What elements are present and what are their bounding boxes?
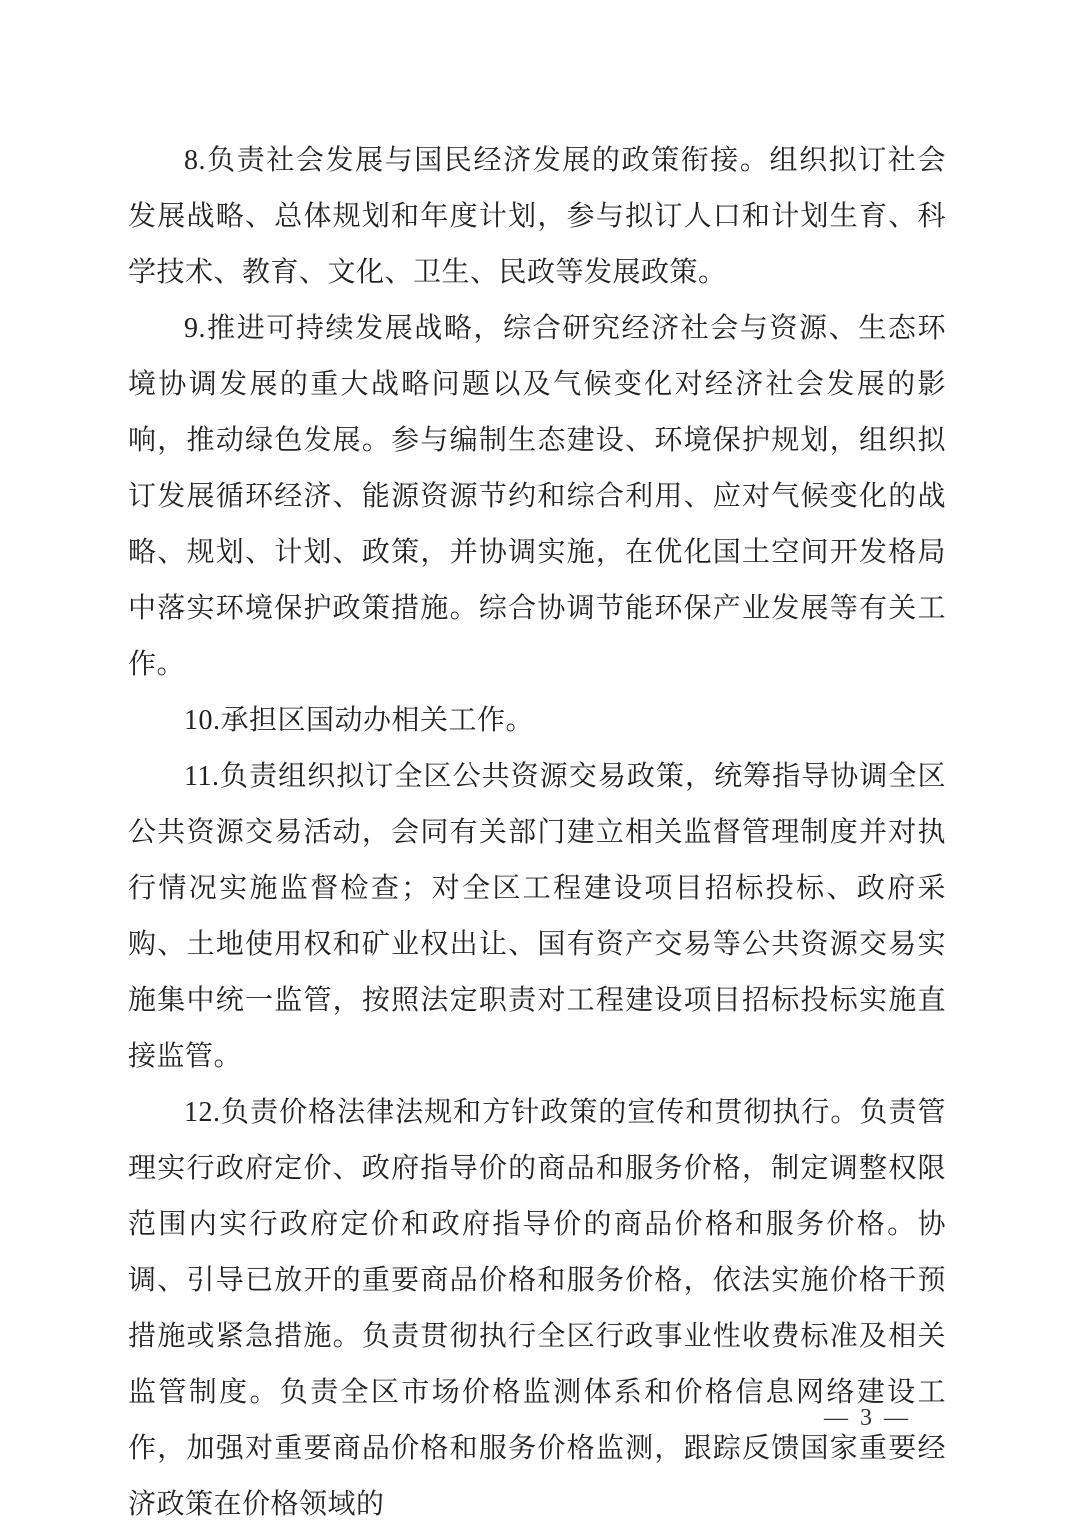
page-number: — 3 — [824, 1405, 911, 1431]
paragraph-item-12: 12.负责价格法律法规和方针政策的宣传和贯彻执行。负责管理实行政府定价、政府指导价的商品和服务价格，制定调整权限范围内实行政府定价和政府指导价的商品价格和服务价格。协调、引导已放开的重要商品价格和服务价格，依法实施价格干预措施或紧急措施。负责贯彻执行全区行政事业性收费标准及相关监管制度。负责全区市场价格监测体系和价格信息网络建设工作，加强对重要商品价格和服务价格监测，跟踪反馈国家重要经济政策在价格领域的 [128, 1097, 946, 1520]
document-body [128, 133, 946, 1520]
paragraph-item-8: 8.负责社会发展与国民经济发展的政策衔接。组织拟订社会发展战略、总体规划和年度计划，参与拟订人口和计划生育、科学技术、教育、文化、卫生、民政等发展政策。 [128, 145, 946, 288]
paragraph-item-10: 10.承担区国动办相关工作。 [184, 705, 535, 736]
paragraph-item-9: 9.推进可持续发展战略，综合研究经济社会与资源、生态环境协调发展的重大战略问题以及气候变化对经济社会发展的影响，推动绿色发展。参与编制生态建设、环境保护规划，组织拟订发展循环经济、能源资源节约和综合利用、应对气候变化的战略、规划、计划、政策，并协调实施，在优化国土空间开发格局中落实环境保护政策措施。综合协调节能环保产业发展等有关工作。 [128, 313, 946, 680]
paragraph-item-11: 11.负责组织拟订全区公共资源交易政策，统筹指导协调全区公共资源交易活动，会同有关部门建立相关监督管理制度并对执行情况实施监督检查；对全区工程建设项目招标投标、政府采购、土地使用权和矿业权出让、国有资产交易等公共资源交易实施集中统一监管，按照法定职责对工程建设项目招标投标实施直接监管。 [128, 761, 946, 1072]
